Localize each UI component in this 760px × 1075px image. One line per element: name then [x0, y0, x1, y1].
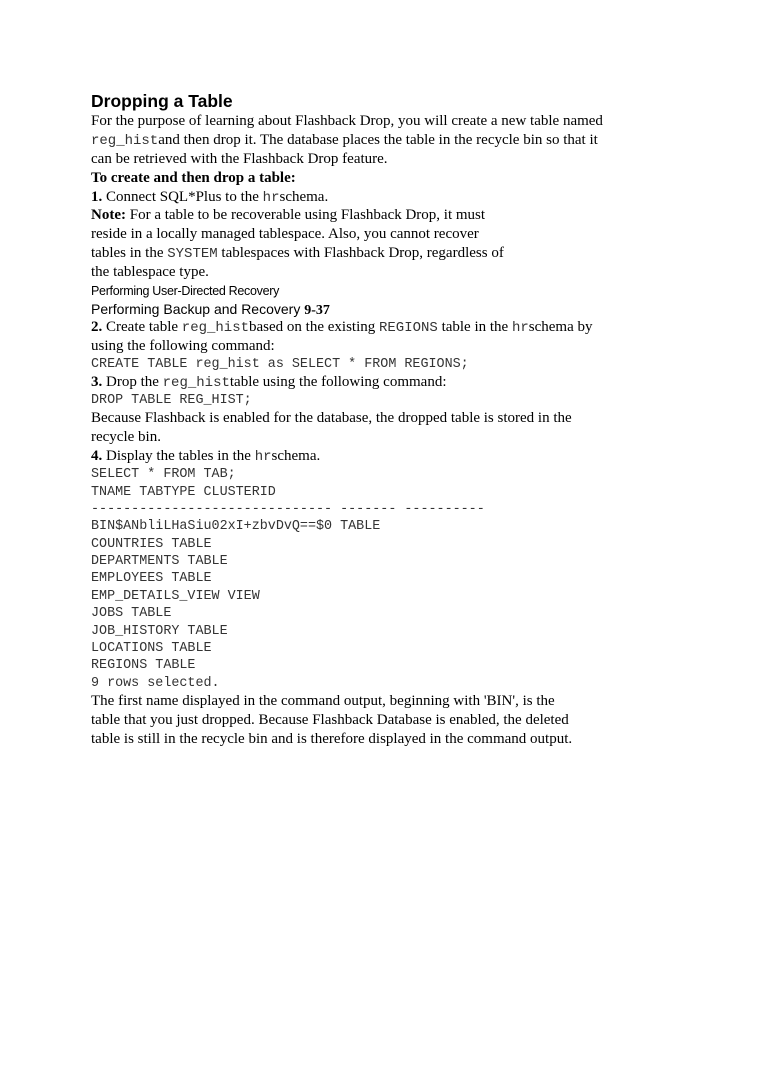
- step-1-number: 1.: [91, 188, 103, 205]
- step-3: [91, 373, 731, 392]
- running-footer-book-title: Performing Backup and Recovery: [91, 301, 301, 318]
- output-line: BIN$ANbliLHaSiu02xI+zbvDvQ==$0 TABLE: [91, 519, 381, 535]
- intro-line-3: can be retrieved with the Flashback Drop feature.: [91, 150, 388, 167]
- step-3-text-a: Drop the: [102, 374, 163, 391]
- note-line-1: [91, 206, 731, 225]
- step-3-line-3: Because Flashback is enabled for the database, the dropped table is stored in the: [91, 410, 572, 427]
- note-text-1: For a table to be recoverable using Flashback Drop, it must: [125, 207, 486, 224]
- step-1: [91, 188, 731, 207]
- intro-line-2: [91, 131, 731, 150]
- step-2-text-a: Create table: [102, 319, 182, 336]
- code-system: SYSTEM: [167, 246, 218, 263]
- select-command: SELECT * FROM TAB;: [91, 467, 236, 483]
- step-2-text-d: schema by: [528, 319, 593, 336]
- output-line: DEPARTMENTS TABLE: [91, 554, 228, 570]
- intro-line-2-text: and then drop it. The database places the table in the recycle bin so that it: [158, 131, 598, 148]
- document-body: [91, 91, 731, 749]
- step-2: [91, 318, 731, 337]
- output-line: REGIONS TABLE: [91, 658, 196, 674]
- output-line: 9 rows selected.: [91, 675, 220, 691]
- step-4-text-b: schema.: [271, 448, 321, 465]
- running-footer-book: [91, 300, 731, 318]
- step-3-line-4: recycle bin.: [91, 429, 161, 446]
- running-footer-section: Performing User-Directed Recovery: [91, 284, 280, 299]
- code-hr: hr: [262, 189, 280, 206]
- code-hr-3: hr: [254, 449, 272, 466]
- conclusion-line-2: table that you just dropped. Because Flashback Database is enabled, the deleted: [91, 712, 569, 729]
- code-hr-2: hr: [511, 320, 529, 337]
- intro-line-1: For the purpose of learning about Flashback Drop, you will create a new table named: [91, 113, 603, 129]
- code-regions: REGIONS: [379, 320, 438, 337]
- step-4-number: 4.: [91, 448, 103, 465]
- note-text-3a: tables in the: [91, 245, 168, 262]
- output-line: LOCATIONS TABLE: [91, 641, 212, 657]
- output-line: JOBS TABLE: [91, 606, 172, 622]
- conclusion-line-3: table is still in the recycle bin and is therefore displayed in the command output.: [91, 731, 573, 747]
- step-2-number: 2.: [91, 319, 103, 336]
- running-footer-page: 9-37: [304, 303, 330, 319]
- subheading: [91, 169, 731, 188]
- note-line-3: [91, 244, 731, 263]
- conclusion-line-1: The first name displayed in the command output, beginning with 'BIN', is the: [91, 693, 555, 710]
- step-3-text-b: table using the following command:: [229, 374, 447, 391]
- note-line-2: reside in a locally managed tablespace. Also, you cannot recover: [91, 226, 479, 243]
- code-reg-hist: reg_hist: [91, 132, 159, 149]
- step-2-line-2: using the following command:: [91, 337, 275, 354]
- step-2-text-b: based on the existing: [249, 319, 379, 336]
- section-heading: Dropping a Table: [91, 91, 233, 111]
- note-label: Note:: [91, 207, 126, 224]
- output-line: EMPLOYEES TABLE: [91, 571, 212, 587]
- output-line: EMP_DETAILS_VIEW VIEW: [91, 588, 260, 604]
- step-2-text-c: table in the: [437, 319, 512, 336]
- subheading-text: To create and then drop a table:: [91, 169, 296, 186]
- step-1-text: Connect SQL*Plus to the: [102, 188, 263, 205]
- step-4: [91, 447, 731, 466]
- drop-table-command: DROP TABLE REG_HIST;: [91, 393, 252, 409]
- code-reg-hist-3: reg_hist: [162, 375, 230, 392]
- output-line: COUNTRIES TABLE: [91, 536, 212, 552]
- output-line: TNAME TABTYPE CLUSTERID: [91, 484, 276, 500]
- output-line: ------------------------------ ------- ----------: [91, 501, 485, 517]
- step-1-text-2: schema.: [279, 188, 329, 205]
- note-text-3b: tablespaces with Flashback Drop, regardless of: [217, 245, 504, 262]
- create-table-command: CREATE TABLE reg_hist as SELECT * FROM REGIONS;: [91, 356, 469, 372]
- step-4-text-a: Display the tables in the: [102, 448, 255, 465]
- step-3-number: 3.: [91, 374, 103, 391]
- output-line: JOB_HISTORY TABLE: [91, 623, 228, 639]
- note-line-4: the tablespace type.: [91, 264, 209, 281]
- code-reg-hist-2: reg_hist: [181, 320, 250, 337]
